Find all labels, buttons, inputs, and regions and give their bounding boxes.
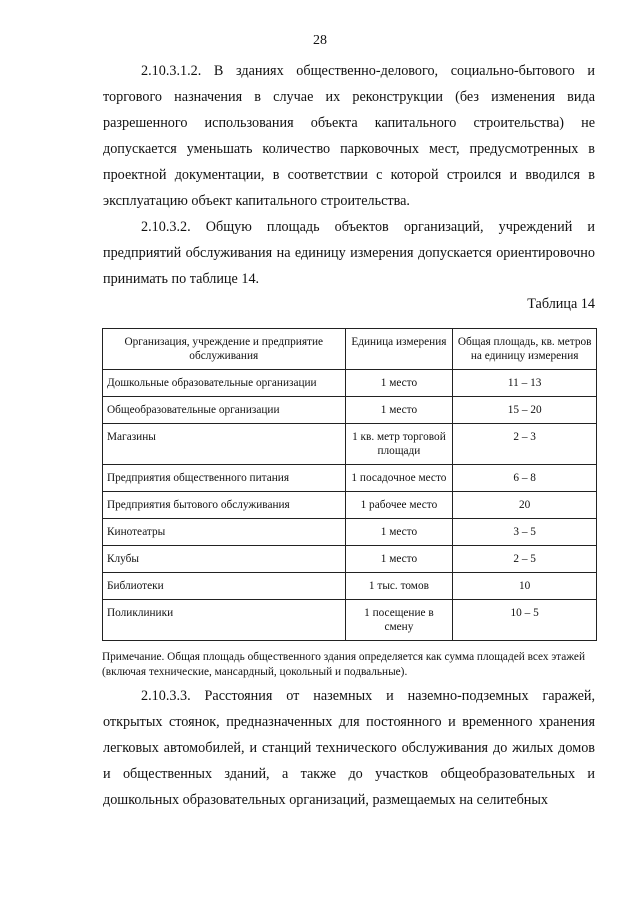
cell-organization: Общеобразовательные организации [103,397,346,424]
cell-unit: 1 тыс. томов [345,573,453,600]
cell-unit: 1 рабочее место [345,492,453,519]
cell-organization: Клубы [103,546,346,573]
table-header-row [103,329,597,370]
cell-organization: Поликлиники [103,600,346,641]
cell-unit: 1 место [345,397,453,424]
table-row [103,465,597,492]
table-row [103,519,597,546]
cell-area: 15 – 20 [453,397,597,424]
cell-organization: Дошкольные образовательные организации [103,370,346,397]
cell-area: 2 – 3 [453,424,597,465]
cell-area: 10 [453,573,597,600]
table-row [103,573,597,600]
header-unit: Единица измерения [345,329,453,370]
cell-area: 11 – 13 [453,370,597,397]
paragraph-2-10-3-2: 2.10.3.2. Общую площадь объектов организаций, учреждений и предприятий обслуживания на единицу измерения допускается ориентировочно принимать по таблице 14. [103,219,595,287]
table-note: Примечание. Общая площадь общественного здания определяется как сумма площадей всех этажей (включая технические, мансардный, цокольный и подвальные). [102,651,585,678]
cell-unit: 1 посадочное место [345,465,453,492]
table-row [103,600,597,641]
cell-organization: Предприятия бытового обслуживания [103,492,346,519]
cell-unit: 1 кв. метр торговой площади [345,424,453,465]
cell-area: 3 – 5 [453,519,597,546]
cell-area: 10 – 5 [453,600,597,641]
cell-area: 6 – 8 [453,465,597,492]
cell-unit: 1 посещение в смену [345,600,453,641]
table-row [103,492,597,519]
table-caption: Таблица 14 [527,296,595,312]
paragraph-2-10-3-1-2: 2.10.3.1.2. В зданиях общественно-делового, социально-бытового и торгового назначения в случае их реконструкции (без изменения вида разрешенного использования объекта капитального строительства) не допускается уменьшать количество парковочных мест, предусмотренных в проектной документации, в соответствии с которой строился и вводился в эксплуатацию объект капитального строительства. [103,63,595,209]
cell-organization: Кинотеатры [103,519,346,546]
cell-area: 20 [453,492,597,519]
cell-organization: Магазины [103,424,346,465]
table-row [103,546,597,573]
cell-unit: 1 место [345,519,453,546]
header-organization: Организация, учреждение и предприятие обслуживания [103,329,346,370]
cell-organization: Предприятия общественного питания [103,465,346,492]
table-row [103,424,597,465]
page-number: 28 [313,33,327,48]
cell-organization: Библиотеки [103,573,346,600]
table-row [103,370,597,397]
cell-area: 2 – 5 [453,546,597,573]
cell-unit: 1 место [345,546,453,573]
cell-unit: 1 место [345,370,453,397]
header-area: Общая площадь, кв. метров на единицу измерения [453,329,597,370]
table-row [103,397,597,424]
paragraph-2-10-3-3: 2.10.3.3. Расстояния от наземных и наземно-подземных гаражей, открытых стоянок, предназначенных для постоянного и временного хранения легковых автомобилей, и станций технического обслуживания до жилых домов и общественных зданий, а также до участков общеобразовательных и дошкольных образовательных организаций, размещаемых на селитебных [103,688,595,808]
area-norms-table [102,328,597,641]
